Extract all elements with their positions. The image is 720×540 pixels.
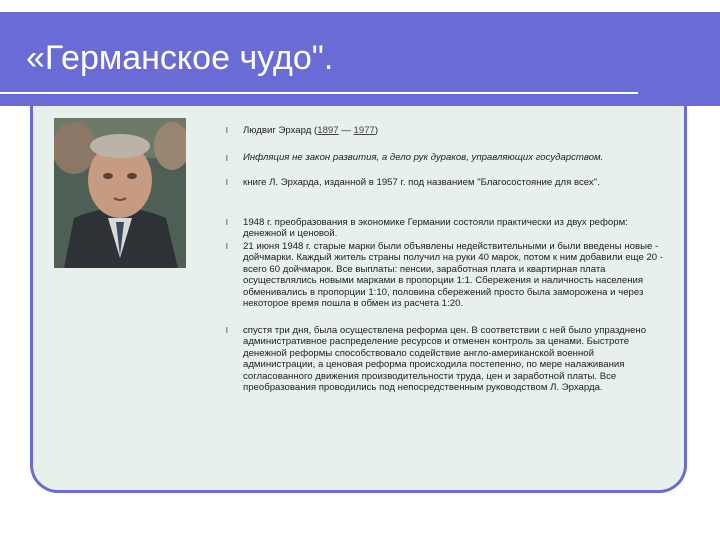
bullet-icon: l	[226, 326, 228, 335]
portrait-image	[54, 118, 186, 268]
bullet-icon: l	[226, 154, 228, 163]
bullet-icon: l	[226, 178, 228, 187]
bullet-icon: l	[226, 242, 228, 251]
book-reference: книге Л. Эрхарда, изданной в 1957 г. под названием "Благосостояние для всех".	[243, 177, 600, 188]
birth-year-link[interactable]: 1897	[317, 125, 339, 136]
slide-title: «Германское чудо".	[26, 39, 334, 77]
erhard-line	[243, 125, 663, 136]
title-divider	[0, 92, 638, 94]
price-reform: спустя три дня, была осуществлена реформа цен. В соответствии с ней было упразднено административное распределение ресурсов и отменен контроль за ценами. Быстроте денежной реформы способствовало содействие англо-американской военной администрации, а ценовая реформа происходила постепенно, по мере налаживания согласованного движения производительности труда, цен и заработной платы. Все преобразования проводились под непосредственным руководством Л. Эрхарда.	[243, 325, 647, 394]
portrait-photo	[54, 118, 186, 268]
bullet-icon: l	[226, 218, 228, 227]
death-year-link[interactable]: 1977	[353, 125, 375, 136]
erhard-name: Людвиг Эрхард	[243, 125, 312, 136]
erhard-open-paren: (	[311, 125, 318, 136]
erhard-dash: —	[338, 125, 354, 136]
reform-1948: 1948 г. преобразования в экономике Германии состояли практически из двух реформ: денежной и ценовой.	[243, 217, 628, 240]
bullet-icon: l	[226, 126, 228, 135]
currency-reform: 21 июня 1948 г. старые марки были объявлены недействительными и были введены новые - дойчмарки. Каждый житель страны получил на руки 40 марок, потом к ним добавили еще 20 - всего 60 дойчмарок. Все выплаты: пенсии, заработная плата и квартирная плата осуществлялись новыми марками в пропорции 1:1. Сбережения и наличность населения обменивались в пропорции 1:10, половина сбережений просто была заморожена и через некоторое время пошла в обмен из расчета 1:20.	[243, 241, 663, 310]
inflation-quote: Инфляция не закон развития, а дело рук дураков, управляющих государством.	[243, 152, 604, 163]
erhard-close-paren: )	[374, 125, 379, 136]
